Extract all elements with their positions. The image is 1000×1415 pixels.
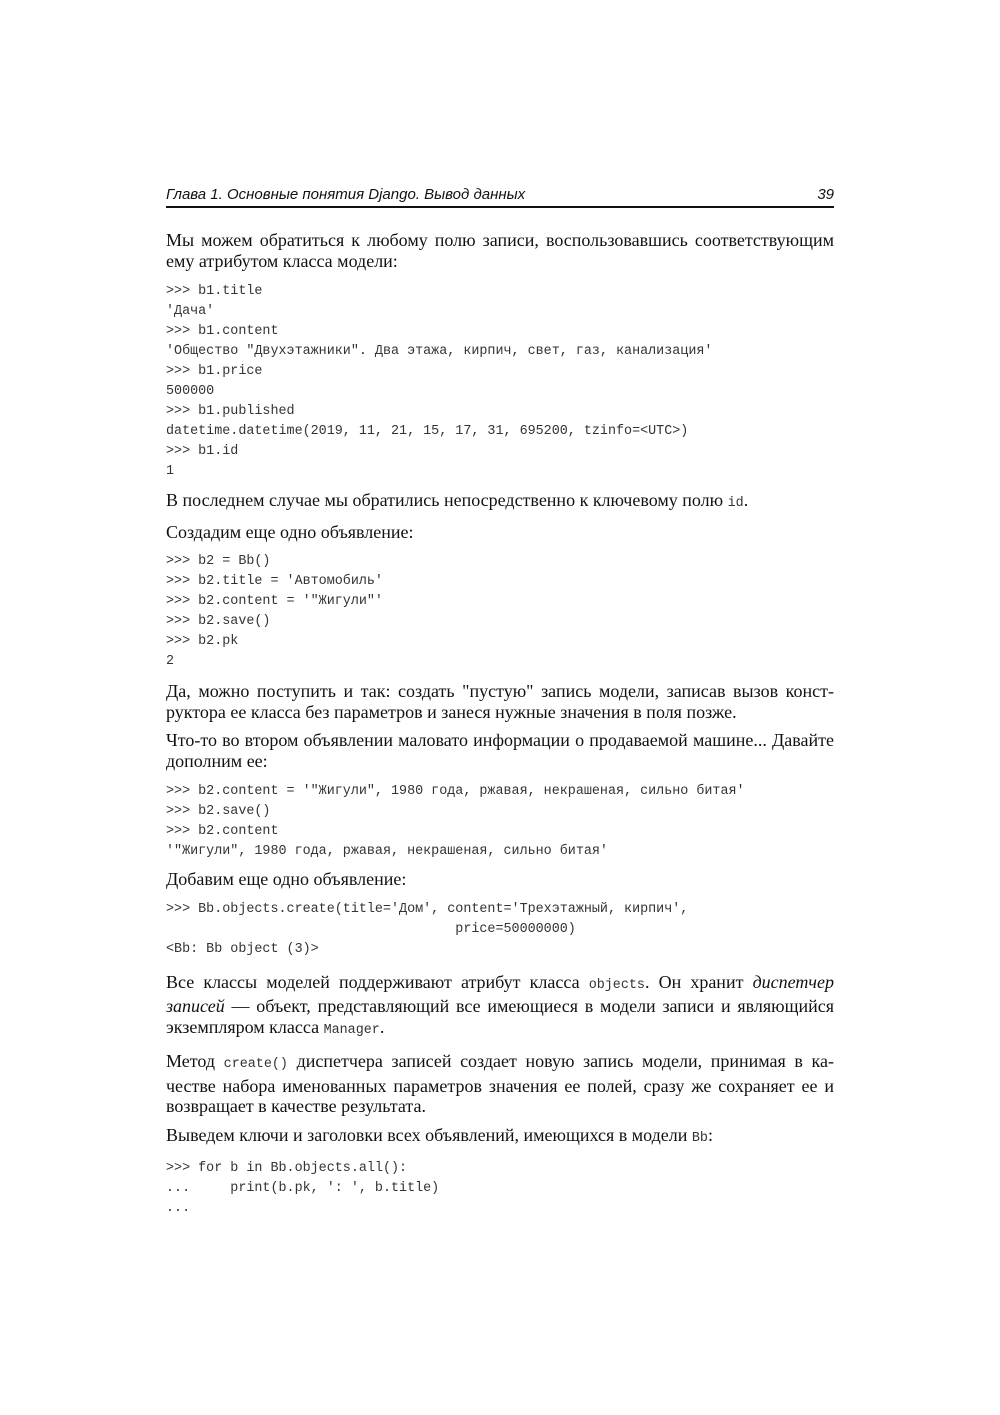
paragraph-create-another: Создадим еще одно объявление:	[166, 521, 414, 542]
inline-code-manager: Manager	[323, 1022, 380, 1038]
term-record-manager: диспетчер записей	[166, 971, 834, 1016]
paragraph-print-keys: Выведем ключи и заголовки всех объявлений, имеющихся в модели Bb:	[166, 1124, 713, 1146]
paragraph-field-access: Мы можем обратиться к любому полю записи, воспользовавшись соответствующим ему атрибутом класса модели:	[166, 230, 834, 271]
paragraph-objects-manager: Все классы моделей поддерживают атрибут класса objects. Он хранит диспетчер записей — объект, представляющий все имеющиеся в модели записи и являющийся экземпляром класса Manager.	[166, 971, 834, 1038]
code-block-loop: >>> for b in Bb.objects.all(): ... print(b.pk, ': ', b.title) ...	[166, 1161, 440, 1216]
page-number: 39	[817, 186, 834, 203]
paragraph-create-method: Метод create() диспетчера записей создает новую запись модели, принимая в качестве набора именованных параметров значения ее полей, сразу же сохраняет ее и возвращает в качестве результата.	[166, 1051, 834, 1116]
inline-code-id: id	[727, 496, 744, 511]
running-header	[166, 186, 834, 208]
paragraph-add-one-more: Добавим еще одно объявление:	[166, 869, 407, 889]
inline-code-bb: Bb	[691, 1130, 708, 1146]
code-block-b1-fields: >>> b1.title 'Дача' >>> b1.content 'Общество "Двухэтажники". Два этажа, кирпич, свет, газ, канализация' >>> b1.price 500000 >>> b1.published datetime.datetime(2019, 11, 21, 15, 17, 31, 695200, tzinfo=<UTC>) >>> b1.id 1	[166, 284, 713, 479]
chapter-title: Глава 1. Основные понятия Django. Вывод данных	[166, 186, 526, 203]
paragraph-empty-record: Да, можно поступить и так: создать "пустую" запись модели, записав вызов конструктора ее класса без параметров и занеся нужные значения в поля позже.	[166, 681, 834, 722]
code-block-objects-create: >>> Bb.objects.create(title='Дом', content='Трехэтажный, кирпич', price=50000000) <Bb: Bb object (3)>	[166, 901, 689, 957]
code-block-b2-create: >>> b2 = Bb() >>> b2.title = 'Автомобиль' >>> b2.content = '"Жигули"' >>> b2.save() >>> b2.pk 2	[166, 554, 383, 669]
inline-code-objects: objects	[588, 977, 645, 993]
book-page	[166, 186, 834, 1219]
code-block-b2-update: >>> b2.content = '"Жигули", 1980 года, ржавая, некрашеная, сильно битая' >>> b2.save() >>> b2.content '"Жигули", 1980 года, ржавая, некрашеная, сильно битая'	[166, 784, 745, 859]
inline-code-create: create()	[223, 1057, 288, 1072]
paragraph-add-info: Что-то во втором объявлении маловато информации о продаваемой машине... Давайте дополним ее:	[166, 730, 834, 771]
paragraph-key-field: В последнем случае мы обратились непосредственно к ключевому полю id.	[166, 490, 749, 511]
